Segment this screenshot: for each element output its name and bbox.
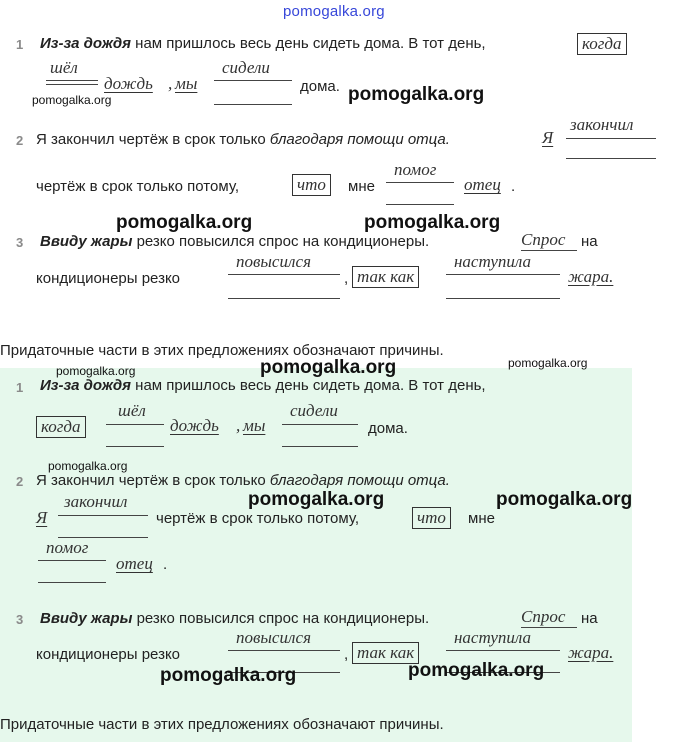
predicate-word: повысился	[236, 252, 312, 271]
sentence-body: на	[581, 233, 598, 250]
sentence-body: нам пришлось весь день сидеть дома. В тот день,	[135, 377, 486, 394]
sentence-end: .	[163, 556, 168, 573]
task-number: 3	[16, 235, 24, 250]
predicate-line	[566, 138, 656, 139]
sentence-body: кондиционеры резко	[36, 646, 181, 663]
conjunction-box: так как	[352, 642, 419, 664]
watermark: pomogalka.org	[248, 489, 385, 510]
predicate-line	[386, 204, 454, 205]
predicate-word: шёл	[118, 401, 146, 420]
watermark: pomogalka.org	[48, 459, 128, 473]
predicate-word: сидели	[222, 58, 270, 77]
predicate-line	[566, 158, 656, 159]
subject-word: отец	[464, 175, 501, 194]
task-number: 3	[16, 612, 24, 627]
predicate-line	[446, 298, 560, 299]
sentence-body: чертёж в срок только потому,	[36, 178, 239, 195]
adverbial-phrase: Из-за дождя	[40, 35, 131, 52]
predicate-line	[214, 80, 292, 81]
subject-word: Я	[36, 508, 48, 527]
predicate-word: помог	[46, 538, 89, 557]
subject-underline	[521, 250, 577, 251]
subject-word: жара.	[568, 643, 614, 662]
predicate-line	[446, 650, 560, 651]
conclusion-text: Придаточные части в этих предложениях обозначают причины.	[0, 716, 444, 733]
subject-word: Я	[542, 128, 554, 147]
sentence-end: дома.	[368, 420, 408, 437]
subject-word: мы	[175, 74, 198, 93]
conclusion-text: Придаточные части в этих предложениях обозначают причины.	[0, 342, 444, 359]
predicate-line	[106, 446, 164, 447]
predicate-word: закончил	[570, 115, 634, 134]
sentence-body: резко повысился спрос на кондиционеры.	[136, 233, 430, 250]
predicate-line	[386, 182, 454, 183]
task-number: 1	[16, 37, 24, 52]
predicate-line	[228, 650, 340, 651]
subject-word: дождь	[170, 416, 219, 435]
watermark: pomogalka.org	[56, 364, 136, 378]
sentence-text	[40, 610, 429, 627]
predicate-line	[282, 424, 358, 425]
predicate-word: шёл	[50, 58, 78, 77]
sentence-text	[36, 131, 450, 148]
watermark: pomogalka.org	[116, 212, 253, 233]
predicate-word: наступила	[454, 628, 531, 647]
sentence-body: на	[581, 610, 598, 627]
sentence-body: нам пришлось весь день сидеть дома. В тот день,	[135, 35, 486, 52]
watermark: pomogalka.org	[160, 665, 297, 686]
sentence-text	[36, 472, 450, 489]
predicate-word: помог	[394, 160, 437, 179]
subject-word: жара.	[568, 267, 614, 286]
sentence-body: чертёж в срок только потому,	[156, 510, 359, 527]
predicate-line	[38, 582, 106, 583]
watermark: pomogalka.org	[408, 660, 545, 681]
predicate-line	[58, 515, 148, 516]
predicate-line	[228, 274, 340, 275]
predicate-line	[446, 274, 560, 275]
top-watermark: pomogalka.org	[283, 3, 385, 20]
predicate-word: повысился	[236, 628, 312, 647]
predicate-line	[228, 298, 340, 299]
adverbial-phrase: благодаря помощи отца.	[269, 472, 450, 489]
sentence-body: кондиционеры резко	[36, 270, 181, 287]
watermark: pomogalka.org	[364, 212, 501, 233]
subject-word: дождь	[104, 74, 153, 93]
predicate-word: сидели	[290, 401, 338, 420]
sentence-body: мне	[468, 510, 495, 527]
predicate-line	[282, 446, 358, 447]
sentence-text	[40, 377, 486, 394]
conjunction-box: что	[292, 174, 331, 196]
watermark: pomogalka.org	[32, 93, 112, 107]
sentence-end: .	[511, 178, 516, 195]
subject-word: Спрос	[521, 230, 566, 249]
comma: ,	[168, 74, 173, 93]
subject-word: Спрос	[521, 607, 566, 626]
predicate-line	[106, 424, 164, 425]
conjunction-box: когда	[577, 33, 627, 55]
sentence-text	[40, 35, 486, 52]
comma: ,	[344, 270, 349, 287]
sentence-body: Я закончил чертёж в срок только	[36, 472, 266, 489]
predicate-line	[46, 84, 98, 85]
adverbial-phrase: Ввиду жары	[40, 610, 133, 627]
adverbial-phrase: Ввиду жары	[40, 233, 133, 250]
watermark: pomogalka.org	[260, 357, 397, 378]
sentence-body: Я закончил чертёж в срок только	[36, 131, 266, 148]
adverbial-phrase: Из-за дождя	[40, 377, 131, 394]
conjunction-box: так как	[352, 266, 419, 288]
conjunction-box: когда	[36, 416, 86, 438]
comma: ,	[236, 416, 241, 435]
task-number: 1	[16, 380, 24, 395]
predicate-word: наступила	[454, 252, 531, 271]
sentence-body: мне	[348, 178, 375, 195]
sentence-text	[40, 233, 429, 250]
adverbial-phrase: благодаря помощи отца.	[269, 131, 450, 148]
watermark: pomogalka.org	[496, 489, 633, 510]
subject-word: мы	[243, 416, 266, 435]
task-number: 2	[16, 133, 24, 148]
predicate-line	[214, 104, 292, 105]
comma: ,	[344, 646, 349, 663]
task-number: 2	[16, 474, 24, 489]
watermark: pomogalka.org	[508, 356, 588, 370]
conjunction-box: что	[412, 507, 451, 529]
watermark: pomogalka.org	[348, 84, 485, 105]
sentence-end: дома.	[300, 78, 340, 95]
predicate-word: закончил	[64, 492, 128, 511]
predicate-line	[38, 560, 106, 561]
sentence-body: резко повысился спрос на кондиционеры.	[136, 610, 430, 627]
predicate-line	[46, 80, 98, 81]
subject-word: отец	[116, 554, 153, 573]
